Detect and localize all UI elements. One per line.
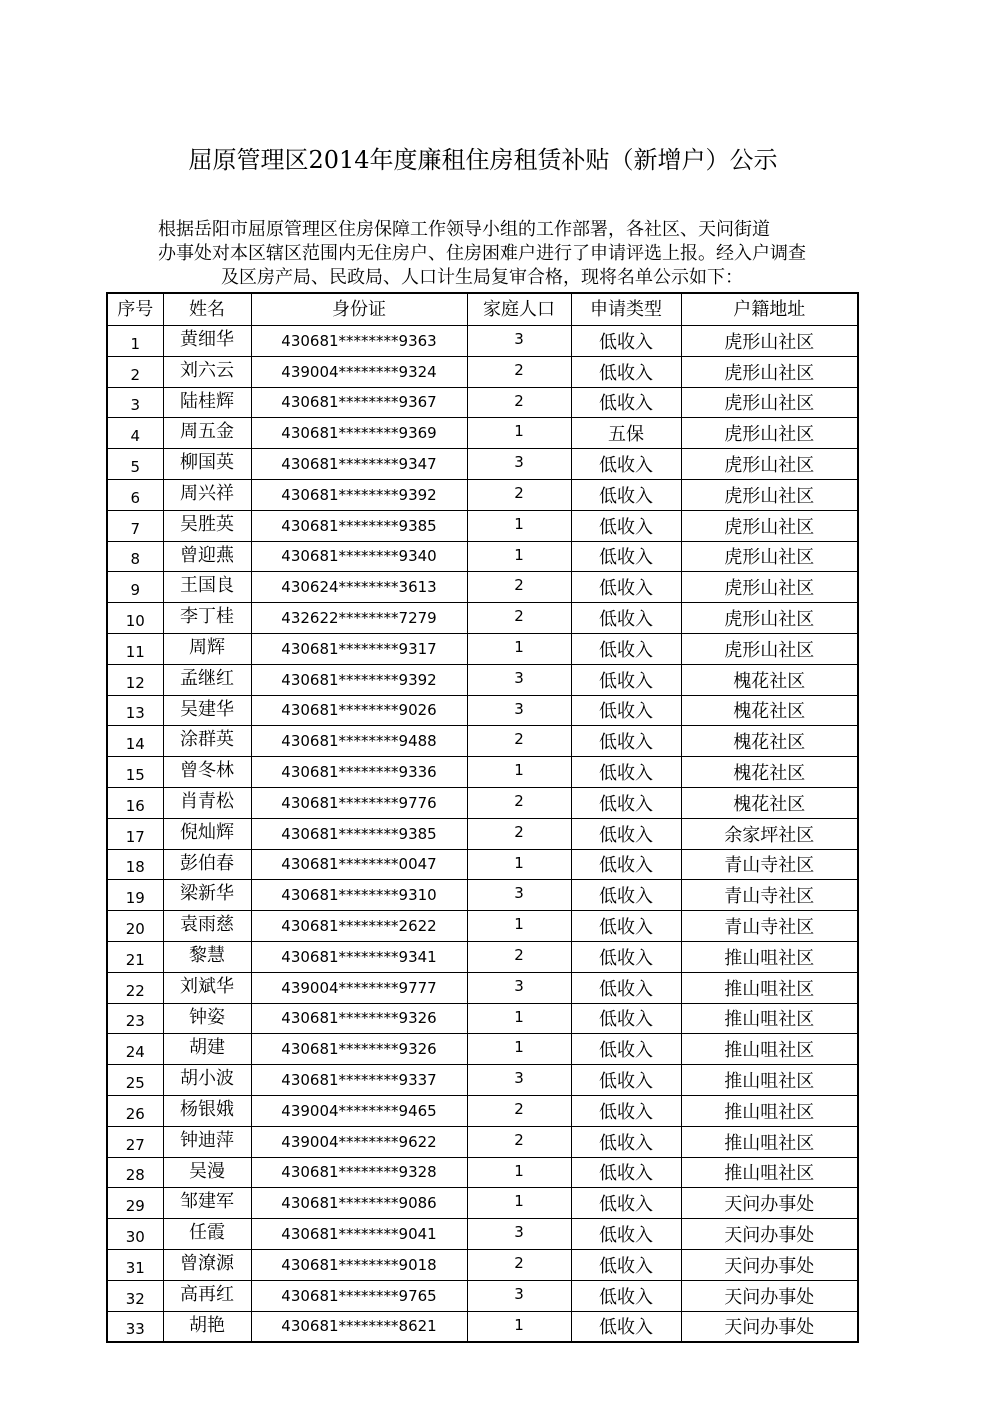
cell-application-type: 低收入 (571, 1034, 681, 1065)
cell-family-size: 2 (467, 1095, 571, 1126)
cell-serial: 18 (107, 849, 163, 880)
cell-application-type: 低收入 (571, 941, 681, 972)
cell-family-size: 1 (467, 757, 571, 788)
cell-id-card: 430681********9488 (251, 726, 467, 757)
table-row (107, 633, 858, 664)
cell-application-type: 低收入 (571, 633, 681, 664)
cell-family-size: 3 (467, 972, 571, 1003)
cell-serial: 23 (107, 1003, 163, 1034)
table-row (107, 695, 858, 726)
cell-family-size: 3 (467, 664, 571, 695)
cell-application-type: 低收入 (571, 356, 681, 387)
cell-household-address: 青山寺社区 (681, 880, 858, 911)
cell-application-type: 低收入 (571, 1095, 681, 1126)
table-row (107, 1003, 858, 1034)
cell-family-size: 1 (467, 418, 571, 449)
cell-serial: 4 (107, 418, 163, 449)
cell-household-address: 推山咀社区 (681, 941, 858, 972)
cell-id-card: 439004********9777 (251, 972, 467, 1003)
cell-id-card: 430681********9018 (251, 1249, 467, 1280)
cell-household-address: 天问办事处 (681, 1311, 858, 1342)
intro-line-3: 及区房产局、民政局、人口计生局复审合格，现将名单公示如下： (221, 267, 743, 288)
cell-serial: 3 (107, 387, 163, 418)
cell-id-card: 430681********9086 (251, 1188, 467, 1219)
cell-id-card: 430681********9367 (251, 387, 467, 418)
cell-id-card: 439004********9324 (251, 356, 467, 387)
table-row (107, 1280, 858, 1311)
header-household-address: 户籍地址 (681, 293, 858, 326)
cell-id-card: 430624********3613 (251, 572, 467, 603)
table-row (107, 880, 858, 911)
cell-application-type: 低收入 (571, 1188, 681, 1219)
cell-application-type: 低收入 (571, 326, 681, 357)
cell-serial: 17 (107, 818, 163, 849)
cell-serial: 2 (107, 356, 163, 387)
cell-serial: 24 (107, 1034, 163, 1065)
cell-family-size: 3 (467, 1280, 571, 1311)
table-header-row (107, 293, 858, 326)
cell-household-address: 虎形山社区 (681, 633, 858, 664)
cell-family-size: 3 (467, 449, 571, 480)
table-row (107, 603, 858, 634)
cell-household-address: 天问办事处 (681, 1219, 858, 1250)
cell-serial: 13 (107, 695, 163, 726)
cell-application-type: 低收入 (571, 1065, 681, 1096)
cell-name: 周五金 (163, 418, 251, 449)
cell-household-address: 推山咀社区 (681, 972, 858, 1003)
cell-household-address: 推山咀社区 (681, 1095, 858, 1126)
cell-application-type: 低收入 (571, 510, 681, 541)
cell-application-type: 低收入 (571, 787, 681, 818)
cell-family-size: 1 (467, 510, 571, 541)
cell-name: 陆桂辉 (163, 387, 251, 418)
header-name: 姓名 (163, 293, 251, 326)
cell-name: 曾潦源 (163, 1249, 251, 1280)
cell-serial: 27 (107, 1126, 163, 1157)
cell-name: 李丁桂 (163, 603, 251, 634)
cell-family-size: 3 (467, 1219, 571, 1250)
cell-name: 邹建军 (163, 1188, 251, 1219)
cell-application-type: 低收入 (571, 479, 681, 510)
table-row (107, 1034, 858, 1065)
header-id-card: 身份证 (251, 293, 467, 326)
cell-serial: 12 (107, 664, 163, 695)
table-row (107, 972, 858, 1003)
cell-family-size: 1 (467, 911, 571, 942)
table-row (107, 664, 858, 695)
cell-family-size: 1 (467, 1311, 571, 1342)
cell-household-address: 虎形山社区 (681, 572, 858, 603)
cell-application-type: 低收入 (571, 880, 681, 911)
cell-id-card: 430681********9369 (251, 418, 467, 449)
cell-id-card: 430681********9385 (251, 510, 467, 541)
table-row (107, 1095, 858, 1126)
cell-household-address: 虎形山社区 (681, 541, 858, 572)
cell-serial: 8 (107, 541, 163, 572)
header-family-size: 家庭人口 (467, 293, 571, 326)
cell-serial: 6 (107, 479, 163, 510)
cell-name: 曾迎燕 (163, 541, 251, 572)
cell-family-size: 2 (467, 1126, 571, 1157)
cell-id-card: 430681********9026 (251, 695, 467, 726)
cell-serial: 1 (107, 326, 163, 357)
cell-household-address: 余家坪社区 (681, 818, 858, 849)
cell-serial: 22 (107, 972, 163, 1003)
cell-household-address: 青山寺社区 (681, 849, 858, 880)
cell-application-type: 低收入 (571, 1311, 681, 1342)
table-row (107, 757, 858, 788)
cell-household-address: 虎形山社区 (681, 479, 858, 510)
cell-id-card: 430681********9337 (251, 1065, 467, 1096)
table-row (107, 510, 858, 541)
cell-serial: 5 (107, 449, 163, 480)
cell-name: 肖青松 (163, 787, 251, 818)
cell-household-address: 推山咀社区 (681, 1065, 858, 1096)
cell-name: 钟迪萍 (163, 1126, 251, 1157)
cell-application-type: 低收入 (571, 726, 681, 757)
cell-family-size: 3 (467, 695, 571, 726)
cell-name: 任霞 (163, 1219, 251, 1250)
cell-serial: 25 (107, 1065, 163, 1096)
cell-name: 吴漫 (163, 1157, 251, 1188)
cell-family-size: 2 (467, 818, 571, 849)
cell-household-address: 推山咀社区 (681, 1034, 858, 1065)
cell-household-address: 槐花社区 (681, 787, 858, 818)
cell-application-type: 低收入 (571, 541, 681, 572)
cell-name: 刘六云 (163, 356, 251, 387)
cell-application-type: 低收入 (571, 1126, 681, 1157)
cell-household-address: 天问办事处 (681, 1188, 858, 1219)
cell-household-address: 虎形山社区 (681, 326, 858, 357)
cell-id-card: 430681********9341 (251, 941, 467, 972)
cell-household-address: 虎形山社区 (681, 603, 858, 634)
cell-household-address: 推山咀社区 (681, 1126, 858, 1157)
cell-name: 杨银娥 (163, 1095, 251, 1126)
table-row (107, 387, 858, 418)
table-row (107, 1311, 858, 1342)
cell-name: 刘斌华 (163, 972, 251, 1003)
cell-name: 高再红 (163, 1280, 251, 1311)
cell-household-address: 虎形山社区 (681, 356, 858, 387)
cell-household-address: 天问办事处 (681, 1280, 858, 1311)
cell-name: 周辉 (163, 633, 251, 664)
cell-family-size: 3 (467, 880, 571, 911)
cell-name: 袁雨慈 (163, 911, 251, 942)
cell-id-card: 430681********9363 (251, 326, 467, 357)
cell-name: 曾冬林 (163, 757, 251, 788)
cell-name: 涂群英 (163, 726, 251, 757)
table-row (107, 941, 858, 972)
cell-family-size: 2 (467, 787, 571, 818)
table-row (107, 541, 858, 572)
subsidy-table (106, 292, 859, 1343)
cell-name: 吴建华 (163, 695, 251, 726)
cell-application-type: 低收入 (571, 664, 681, 695)
cell-serial: 10 (107, 603, 163, 634)
cell-serial: 31 (107, 1249, 163, 1280)
cell-family-size: 3 (467, 326, 571, 357)
cell-name: 黎慧 (163, 941, 251, 972)
table-row (107, 356, 858, 387)
cell-family-size: 2 (467, 387, 571, 418)
cell-family-size: 2 (467, 941, 571, 972)
cell-id-card: 430681********9328 (251, 1157, 467, 1188)
cell-serial: 30 (107, 1219, 163, 1250)
cell-name: 胡艳 (163, 1311, 251, 1342)
cell-application-type: 低收入 (571, 849, 681, 880)
cell-household-address: 青山寺社区 (681, 911, 858, 942)
cell-serial: 20 (107, 911, 163, 942)
cell-application-type: 低收入 (571, 911, 681, 942)
cell-name: 王国良 (163, 572, 251, 603)
table-row (107, 818, 858, 849)
cell-application-type: 低收入 (571, 1219, 681, 1250)
cell-id-card: 430681********9392 (251, 479, 467, 510)
cell-family-size: 1 (467, 1188, 571, 1219)
cell-serial: 11 (107, 633, 163, 664)
table-row (107, 849, 858, 880)
cell-family-size: 2 (467, 603, 571, 634)
cell-id-card: 430681********9310 (251, 880, 467, 911)
cell-name: 柳国英 (163, 449, 251, 480)
cell-household-address: 虎形山社区 (681, 510, 858, 541)
cell-household-address: 虎形山社区 (681, 449, 858, 480)
cell-id-card: 430681********9385 (251, 818, 467, 849)
cell-application-type: 低收入 (571, 757, 681, 788)
cell-family-size: 1 (467, 541, 571, 572)
cell-serial: 16 (107, 787, 163, 818)
cell-application-type: 低收入 (571, 1249, 681, 1280)
table-row (107, 1065, 858, 1096)
cell-application-type: 低收入 (571, 1280, 681, 1311)
cell-id-card: 430681********9340 (251, 541, 467, 572)
cell-id-card: 430681********8621 (251, 1311, 467, 1342)
cell-application-type: 低收入 (571, 972, 681, 1003)
cell-household-address: 槐花社区 (681, 695, 858, 726)
cell-household-address: 虎形山社区 (681, 387, 858, 418)
cell-id-card: 430681********9765 (251, 1280, 467, 1311)
cell-household-address: 推山咀社区 (681, 1157, 858, 1188)
cell-name: 周兴祥 (163, 479, 251, 510)
cell-serial: 19 (107, 880, 163, 911)
cell-id-card: 430681********9041 (251, 1219, 467, 1250)
cell-name: 彭伯春 (163, 849, 251, 880)
cell-id-card: 430681********9317 (251, 633, 467, 664)
cell-household-address: 虎形山社区 (681, 418, 858, 449)
cell-serial: 9 (107, 572, 163, 603)
cell-household-address: 槐花社区 (681, 664, 858, 695)
cell-name: 黄细华 (163, 326, 251, 357)
cell-serial: 33 (107, 1311, 163, 1342)
cell-application-type: 低收入 (571, 695, 681, 726)
cell-serial: 15 (107, 757, 163, 788)
cell-id-card: 439004********9465 (251, 1095, 467, 1126)
cell-family-size: 2 (467, 1249, 571, 1280)
table-row (107, 911, 858, 942)
cell-application-type: 低收入 (571, 818, 681, 849)
cell-serial: 28 (107, 1157, 163, 1188)
cell-family-size: 3 (467, 1065, 571, 1096)
table-row (107, 1157, 858, 1188)
cell-family-size: 2 (467, 572, 571, 603)
cell-household-address: 天问办事处 (681, 1249, 858, 1280)
cell-family-size: 1 (467, 633, 571, 664)
cell-id-card: 430681********9336 (251, 757, 467, 788)
cell-application-type: 低收入 (571, 603, 681, 634)
cell-serial: 29 (107, 1188, 163, 1219)
cell-serial: 14 (107, 726, 163, 757)
table-row (107, 1219, 858, 1250)
cell-serial: 21 (107, 941, 163, 972)
cell-name: 吴胜英 (163, 510, 251, 541)
cell-id-card: 430681********9326 (251, 1034, 467, 1065)
cell-application-type: 五保 (571, 418, 681, 449)
cell-household-address: 推山咀社区 (681, 1003, 858, 1034)
cell-id-card: 430681********9326 (251, 1003, 467, 1034)
cell-family-size: 1 (467, 1003, 571, 1034)
cell-application-type: 低收入 (571, 387, 681, 418)
table-row (107, 479, 858, 510)
cell-id-card: 430681********9392 (251, 664, 467, 695)
cell-id-card: 432622********7279 (251, 603, 467, 634)
cell-id-card: 430681********2622 (251, 911, 467, 942)
cell-family-size: 2 (467, 356, 571, 387)
cell-name: 钟姿 (163, 1003, 251, 1034)
header-application-type: 申请类型 (571, 293, 681, 326)
cell-family-size: 1 (467, 849, 571, 880)
cell-name: 孟继红 (163, 664, 251, 695)
intro-line-2: 办事处对本区辖区范围内无住房户、住房困难户进行了申请评选上报。经入户调查 (158, 243, 806, 264)
cell-application-type: 低收入 (571, 1003, 681, 1034)
cell-family-size: 2 (467, 479, 571, 510)
cell-application-type: 低收入 (571, 572, 681, 603)
cell-serial: 32 (107, 1280, 163, 1311)
cell-name: 胡建 (163, 1034, 251, 1065)
cell-household-address: 槐花社区 (681, 726, 858, 757)
table-row (107, 418, 858, 449)
cell-household-address: 槐花社区 (681, 757, 858, 788)
cell-family-size: 1 (467, 1157, 571, 1188)
table-row (107, 726, 858, 757)
intro-line-1: 根据岳阳市屈原管理区住房保障工作领导小组的工作部署，各社区、天问街道 (158, 219, 770, 240)
cell-name: 梁新华 (163, 880, 251, 911)
cell-application-type: 低收入 (571, 1157, 681, 1188)
cell-id-card: 430681********0047 (251, 849, 467, 880)
cell-family-size: 1 (467, 1034, 571, 1065)
cell-id-card: 430681********9347 (251, 449, 467, 480)
cell-id-card: 430681********9776 (251, 787, 467, 818)
table-row (107, 1126, 858, 1157)
table-row (107, 326, 858, 357)
cell-name: 倪灿辉 (163, 818, 251, 849)
cell-serial: 7 (107, 510, 163, 541)
table-row (107, 1188, 858, 1219)
cell-family-size: 2 (467, 726, 571, 757)
cell-id-card: 439004********9622 (251, 1126, 467, 1157)
table-row (107, 449, 858, 480)
table-row (107, 1249, 858, 1280)
cell-application-type: 低收入 (571, 449, 681, 480)
table-row (107, 572, 858, 603)
table-row (107, 787, 858, 818)
page-title: 屈原管理区2014年度廉租住房租赁补贴（新增户）公示 (188, 146, 778, 174)
header-serial: 序号 (107, 293, 163, 326)
cell-serial: 26 (107, 1095, 163, 1126)
cell-name: 胡小波 (163, 1065, 251, 1096)
